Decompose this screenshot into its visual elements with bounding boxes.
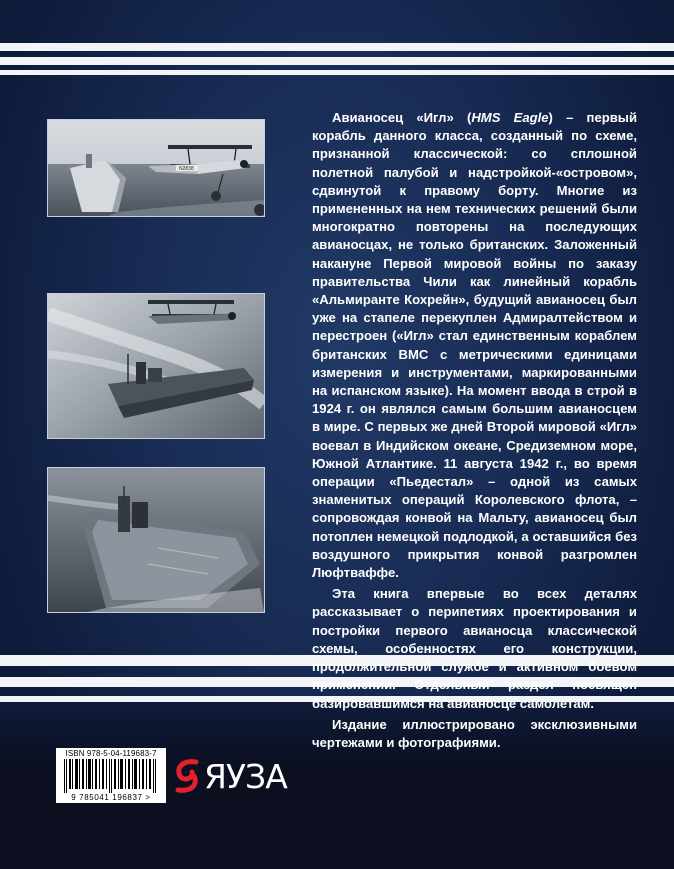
publisher-name: ЯУЗА — [204, 757, 287, 796]
photo-biplane-over-carrier — [47, 119, 265, 217]
description — [312, 109, 637, 752]
photo-biplane-carrier-wake — [47, 293, 265, 439]
isbn-barcode — [56, 748, 166, 803]
top-stripe-3 — [0, 70, 674, 75]
description-paragraph-3: Издание иллюстрировано эксклюзивными чертежами и фотографиями. — [312, 716, 637, 750]
publisher-swirl-icon — [172, 752, 202, 800]
ship-name-english: HMS Eagle — [471, 110, 549, 125]
barcode-bars — [61, 759, 161, 793]
paragraph-1-lead: Авианосец «Игл» ( — [332, 110, 472, 125]
isbn-label: ISBN 978-5-04-119683-7 — [65, 749, 157, 758]
plane-code: N2838 — [179, 166, 194, 172]
top-stripe-1 — [0, 43, 674, 51]
photo-carrier-at-sea — [47, 467, 265, 613]
publisher-logo — [172, 752, 287, 800]
description-paragraph-1 — [312, 109, 637, 582]
top-stripe-2 — [0, 57, 674, 65]
isbn-digits: 9 785041 196837 > — [71, 793, 151, 802]
description-paragraph-2: Эта книга впервые во всех деталях рассказывает о перипетиях проектирования и постройки первого авианосца классической схемы, особенностях его конструкции, продолжительной службе и активном боевом применении. Отдельный раздел посвящен базировавшимся на авианосце самолетам. — [312, 586, 637, 711]
paragraph-1-body: ) – первый корабль данного класса, созданный по схеме, признанной классической: со сплошной полетной палубой и надстройкой-«островом», сдвинутой к правому борту. Многие из примененных на нем технических решений были многократно повторены на последующих авианосцах, не только британских. Заложенный накануне Первой мировой войны по заказу правительства Чили как линейный корабль «Альмиранте Кохрейн», будущий авианосец был уже на стапеле перекуплен Адмиралтейством и перестроен («Игл» стал единственным кораблем британских ВМС с метрическими единицами измерения и инструментами, маркированными на испанском языке). На момент ввода в строй в 1924 г. он являлся самым большим авианосцем в мире. С первых же дней Второй мировой «Игл» воевал в Индийском океане, Средиземном море, Южной Атлантике. 11 августа 1942 г., во время операции «Пьедестал» – одной из самых знаменитых операций Королевского флота, – сопровождая конвой на Мальту, авианосец был потоплен немецкой подлодкой, а оставшийся без воздушного прикрытия конвой разгромлен Люфтваффе. — [312, 110, 638, 581]
